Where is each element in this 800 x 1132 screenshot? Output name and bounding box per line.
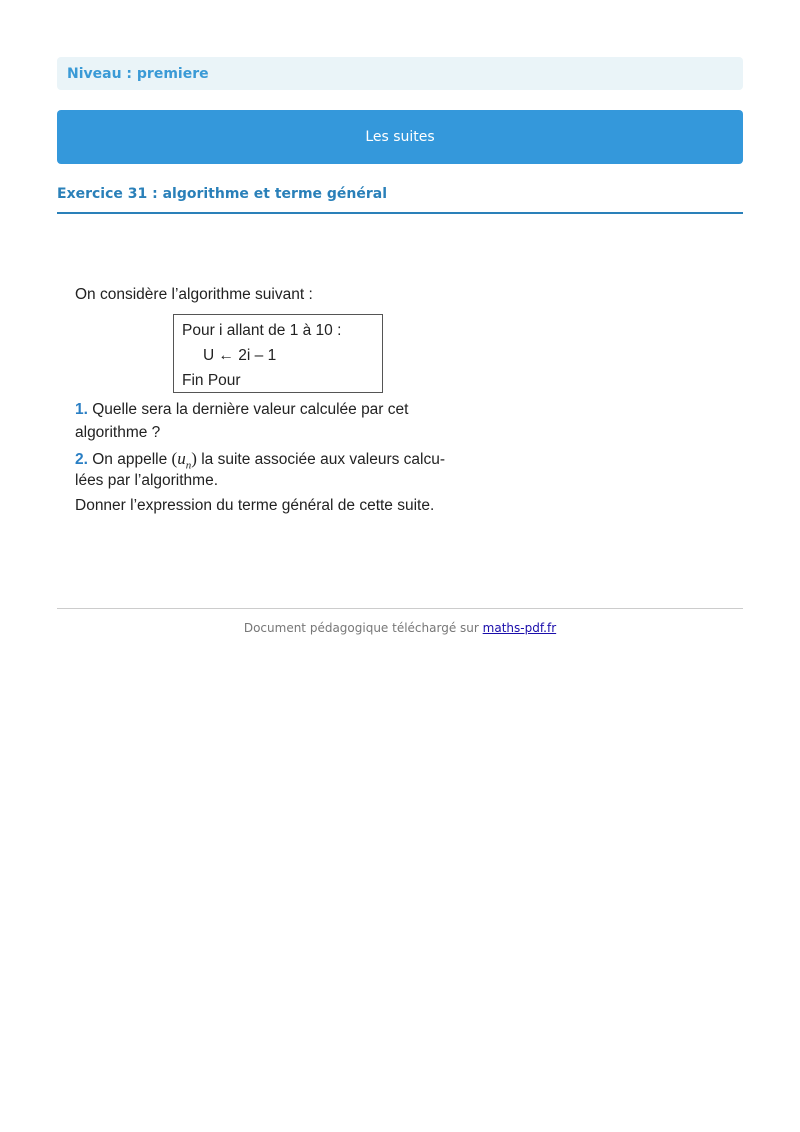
exercise-intro: On considère l’algorithme suivant : bbox=[75, 286, 313, 303]
algorithm-line-1: Pour i allant de 1 à 10 : bbox=[182, 322, 342, 339]
algorithm-line-3: Fin Pour bbox=[182, 372, 241, 389]
exercise-title: Exercice 31 : algorithme et terme général bbox=[57, 186, 388, 202]
topic-banner bbox=[57, 110, 743, 164]
topic-title: Les suites bbox=[365, 129, 435, 145]
question-2-text: On appelle bbox=[92, 451, 168, 468]
question-1-text-cont: algorithme ? bbox=[75, 424, 161, 441]
question-2-text-cont: lées par l’algorithme. bbox=[75, 472, 219, 489]
algorithm-line-2: U ← 2i – 1 bbox=[203, 347, 277, 364]
question-2-instruction: Donner l’expression du terme général de cette suite. bbox=[75, 497, 435, 514]
question-2-text-after: la suite associée aux valeurs calcu- bbox=[201, 451, 446, 468]
level-label: Niveau : premiere bbox=[67, 66, 209, 82]
question-1-number: 1. bbox=[75, 401, 88, 418]
footer-link[interactable]: maths-pdf.fr bbox=[482, 621, 557, 635]
question-2-number: 2. bbox=[75, 451, 88, 468]
level-bar bbox=[57, 57, 743, 90]
sequence-notation: $(u_n)$ bbox=[171, 449, 197, 472]
question-1 bbox=[75, 401, 408, 419]
question-1-text: Quelle sera la dernière valeur calculée par cet bbox=[92, 401, 409, 418]
footer-divider bbox=[57, 608, 743, 609]
footer bbox=[0, 621, 800, 635]
footer-text: Document pédagogique téléchargé sur bbox=[243, 621, 479, 635]
question-2 bbox=[75, 449, 445, 471]
title-divider bbox=[57, 212, 743, 214]
